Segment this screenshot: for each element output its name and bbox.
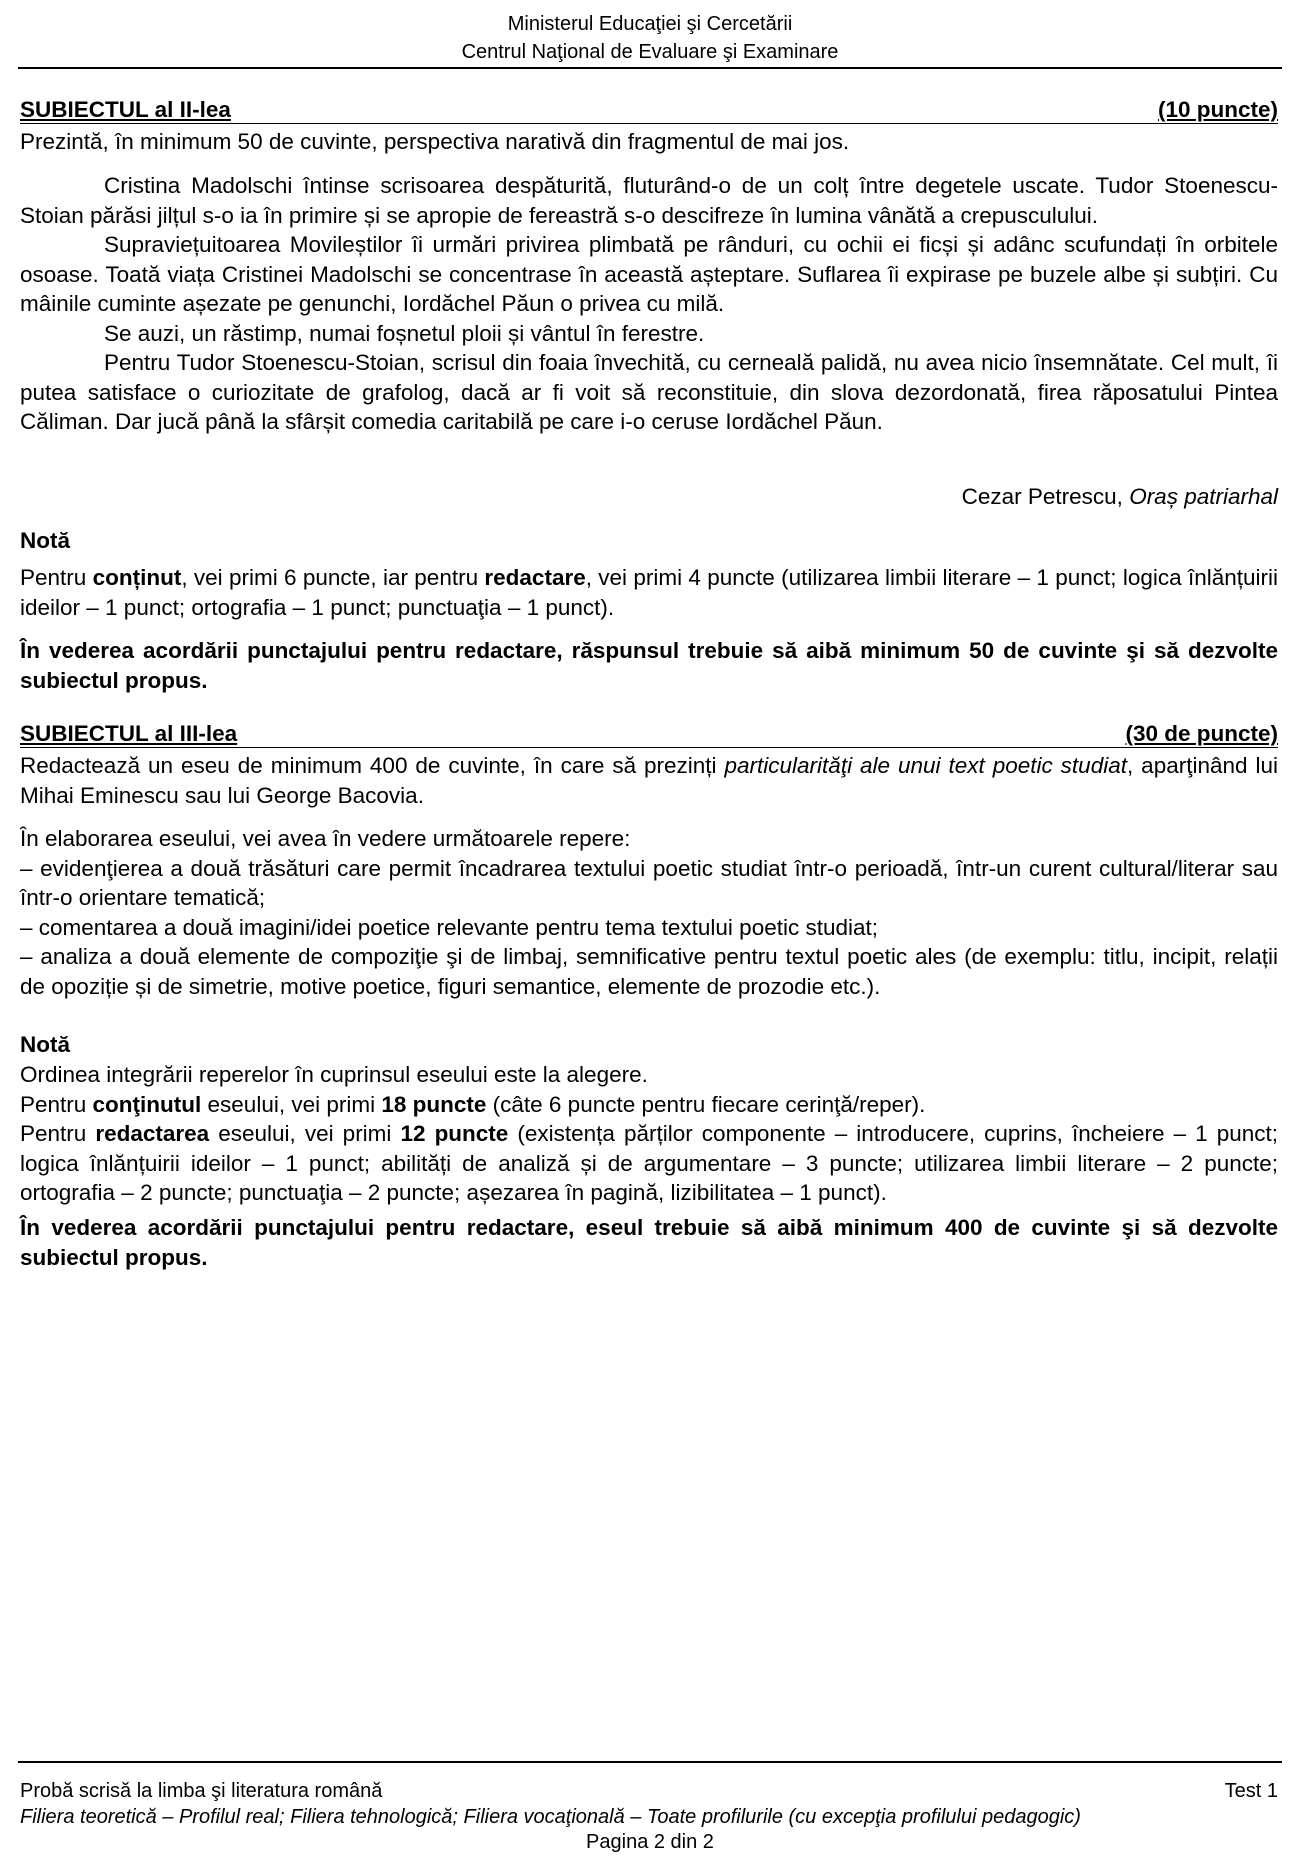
note-text: Pentru bbox=[20, 565, 93, 590]
note-text: Pentru bbox=[20, 1091, 93, 1117]
note-text: (existența părților componente – introducere, cuprins, încheiere – 1 punct; logica înlănțuirii ideilor – 1 punct; abilități de analiză și de argumentare – 3 puncte; utilizarea limbii literare – 2 puncte; ortografia – 2 puncte; punctuaţia – 2 puncte; așezarea în pagină, lizibilitatea – 1 punct). bbox=[20, 1121, 1279, 1205]
guideline-item: – analiza a două elemente de compoziţie şi de limbaj, semnificative pentru textul poetic ales (de exemplu: titlu, incipit, relații de opoziție și de simetrie, motive poetice, figuri semantice, elemente de prozodie etc.). bbox=[20, 944, 1278, 999]
guideline-item: – comentarea a două imagini/idei poetice relevante pentru tema textului poetic studiat; bbox=[20, 914, 879, 940]
task-italic: particularităţi ale unui text poetic studiat bbox=[724, 753, 1127, 778]
subject3-note-title: Notă bbox=[20, 1032, 70, 1057]
excerpt-paragraph: Supraviețuitoarea Movileștilor îi urmări privirea plimbată pe rânduri, cu ochii ei ficși și adânc scufundați în orbitele osoase. Toată viața Cristinei Madolschi se concentrase în această așteptare. Suflarea îi expirase pe buzele albe și subțiri. Cu mâinile cuminte așezate pe genunchi, Iordăchel Păun o privea cu milă. bbox=[20, 232, 1278, 316]
note-text: eseului, vei primi bbox=[201, 1091, 382, 1117]
subject2-note-title: Notă bbox=[20, 528, 70, 553]
subject3-note bbox=[20, 1060, 1278, 1208]
footer-profiles: Filiera teoretică – Profilul real; Filiera tehnologică; Filiera vocaţională – Toate profilurile (cu excepţia profilului pedagogic) bbox=[20, 1806, 1081, 1828]
header-divider bbox=[18, 67, 1282, 69]
note-bold: 12 puncte bbox=[400, 1121, 509, 1146]
guideline-item: – evidenţierea a două trăsături care permit încadrarea textului poetic studiat într-o perioadă, într-un curent cultural/literar sau într-o orientare tematică; bbox=[20, 855, 1278, 910]
note-text: Pentru bbox=[20, 1121, 96, 1146]
subject3-title: SUBIECTUL al III-lea bbox=[20, 721, 238, 746]
footer-divider bbox=[18, 1761, 1282, 1763]
subject3-note-requirement: În vederea acordării punctajului pentru redactare, eseul trebuie să aibă minimum 400 de cuvinte şi să dezvolte subiectul propus. bbox=[20, 1215, 1278, 1270]
footer-test-number: Test 1 bbox=[1224, 1780, 1278, 1802]
excerpt bbox=[20, 171, 1278, 437]
excerpt-paragraph: Pentru Tudor Stoenescu-Stoian, scrisul din foaia învechită, cu cerneală palidă, nu avea nicio însemnătate. Cel mult, îi putea satisface o curiozitate de grafolog, dacă ar fi voit să reconstituie, din slova dezordonată, firea răposatului Pintea Căliman. Dar jucă până la sfârșit comedia caritabilă pe care i-o ceruse Iordăchel Păun. bbox=[20, 350, 1278, 434]
note-bold: redactare bbox=[484, 565, 586, 590]
subject3-heading bbox=[20, 721, 1278, 748]
note-text: , vei primi 4 puncte (utilizarea limbii literare – 1 punct; logica înlănțuirii ideilor – 1 punct; ortografia – 1 punct; punctuaţia – 1 punct). bbox=[20, 565, 1279, 620]
subject2-title: SUBIECTUL al II-lea bbox=[20, 97, 231, 122]
footer-exam-name: Probă scrisă la limba şi literatura română bbox=[20, 1780, 383, 1802]
note-bold: conţinutul bbox=[92, 1091, 202, 1117]
subject2-note-scoring bbox=[20, 563, 1278, 622]
note-text: eseului, vei primi bbox=[209, 1121, 401, 1146]
excerpt-paragraph: Cristina Madolschi întinse scrisoarea despăturită, fluturând-o de un colț între degetele uscate. Tudor Stoenescu-Stoian părăsi jilțul s-o ia în primire și se apropie de fereastră s-o descifreze în lumina vânătă a crepusculului. bbox=[20, 173, 1278, 228]
subject3-points: (30 de puncte) bbox=[1125, 721, 1278, 746]
note-line bbox=[20, 1090, 1278, 1120]
task-text: Redactează un eseu de minimum 400 de cuvinte, în care să prezinți bbox=[20, 753, 725, 778]
note-text: (câte 6 puncte pentru fiecare cerinţă/reper). bbox=[486, 1091, 926, 1117]
center-name: Centrul Naţional de Evaluare şi Examinare bbox=[461, 41, 839, 63]
subject3-guidelines bbox=[20, 824, 1278, 1001]
subject2-note-requirement: În vederea acordării punctajului pentru redactare, răspunsul trebuie să aibă minimum 50 de cuvinte şi să dezvolte subiectul propus. bbox=[20, 638, 1278, 693]
subject3-task bbox=[20, 751, 1278, 810]
excerpt-paragraph: Se auzi, un răstimp, numai foșnetul ploii și vântul în ferestre. bbox=[104, 320, 705, 346]
note-line bbox=[20, 1119, 1278, 1208]
note-line: Ordinea integrării reperelor în cuprinsul eseului este la alegere. bbox=[20, 1062, 648, 1087]
note-bold: redactarea bbox=[95, 1121, 210, 1146]
task-text: , aparţinând lui Mihai Eminescu sau lui George Bacovia. bbox=[20, 753, 1278, 808]
excerpt-source bbox=[20, 482, 1278, 512]
note-bold: conținut bbox=[92, 565, 182, 590]
note-text: , vei primi 6 puncte, iar pentru bbox=[181, 565, 485, 590]
subject2-points: (10 puncte) bbox=[1157, 97, 1278, 122]
subject2-task: Prezintă, în minimum 50 de cuvinte, perspectiva narativă din fragmentul de mai jos. bbox=[20, 129, 850, 154]
footer-page-number: Pagina 2 din 2 bbox=[586, 1831, 714, 1853]
source-title: Oraș patriarhal bbox=[1129, 484, 1278, 509]
subject2-heading bbox=[20, 97, 1278, 124]
guidelines-intro: În elaborarea eseului, vei avea în vedere următoarele repere: bbox=[20, 826, 631, 851]
source-author: Cezar Petrescu, bbox=[961, 484, 1130, 509]
note-bold: 18 puncte bbox=[381, 1091, 487, 1117]
ministry-name: Ministerul Educaţiei şi Cercetării bbox=[507, 13, 793, 35]
